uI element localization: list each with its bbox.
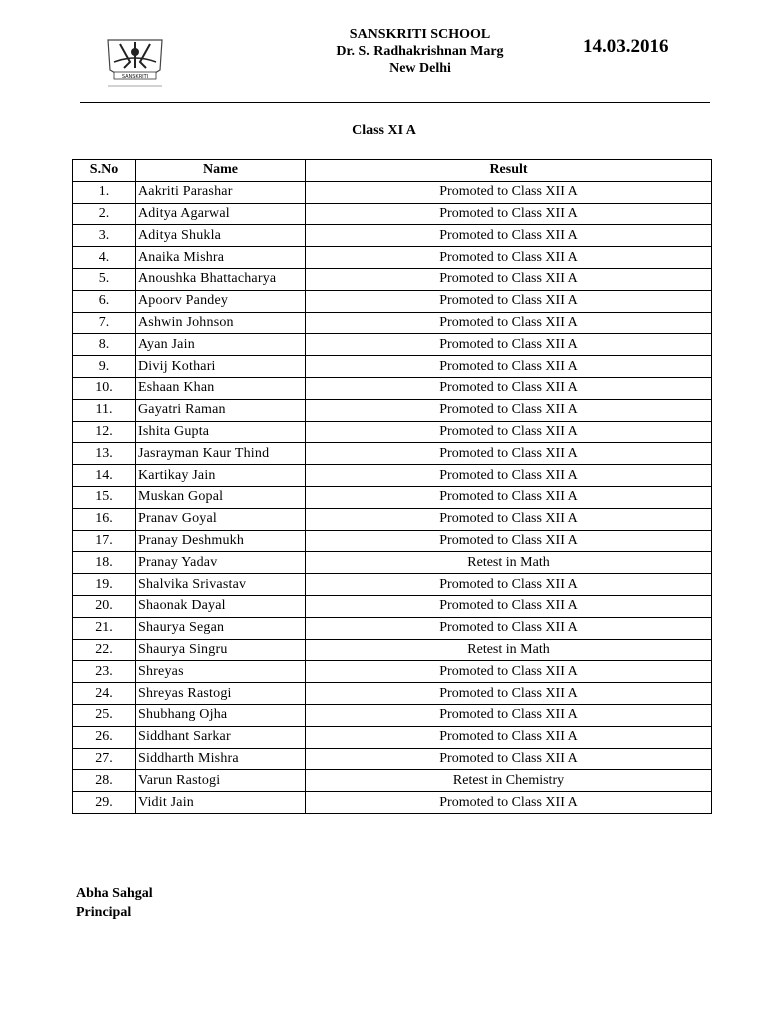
table-row xyxy=(73,443,712,465)
results-table xyxy=(72,159,712,814)
table-row xyxy=(73,290,712,312)
cell-sno: 7. xyxy=(73,312,136,334)
cell-result: Promoted to Class XII A xyxy=(306,661,712,683)
cell-result: Promoted to Class XII A xyxy=(306,748,712,770)
cell-sno: 22. xyxy=(73,639,136,661)
table-row xyxy=(73,312,712,334)
table-row xyxy=(73,399,712,421)
cell-result: Promoted to Class XII A xyxy=(306,683,712,705)
table-row xyxy=(73,595,712,617)
cell-sno: 27. xyxy=(73,748,136,770)
table-row xyxy=(73,356,712,378)
cell-name: Aditya Shukla xyxy=(136,225,306,247)
cell-result: Promoted to Class XII A xyxy=(306,421,712,443)
table-row xyxy=(73,268,712,290)
cell-name: Eshaan Khan xyxy=(136,377,306,399)
cell-result: Promoted to Class XII A xyxy=(306,312,712,334)
header-sno: S.No xyxy=(73,160,136,182)
cell-result: Promoted to Class XII A xyxy=(306,268,712,290)
cell-sno: 4. xyxy=(73,247,136,269)
cell-sno: 6. xyxy=(73,290,136,312)
cell-name: Siddhant Sarkar xyxy=(136,726,306,748)
table-row xyxy=(73,661,712,683)
cell-name: Shaurya Segan xyxy=(136,617,306,639)
cell-result: Promoted to Class XII A xyxy=(306,465,712,487)
cell-sno: 28. xyxy=(73,770,136,792)
cell-result: Promoted to Class XII A xyxy=(306,247,712,269)
cell-sno: 16. xyxy=(73,508,136,530)
table-row xyxy=(73,770,712,792)
cell-result: Promoted to Class XII A xyxy=(306,399,712,421)
cell-result: Retest in Math xyxy=(306,552,712,574)
table-row xyxy=(73,421,712,443)
cell-sno: 26. xyxy=(73,726,136,748)
cell-name: Vidit Jain xyxy=(136,792,306,814)
table-row xyxy=(73,334,712,356)
cell-result: Promoted to Class XII A xyxy=(306,486,712,508)
table-row xyxy=(73,225,712,247)
cell-name: Ayan Jain xyxy=(136,334,306,356)
table-row xyxy=(73,203,712,225)
cell-sno: 14. xyxy=(73,465,136,487)
cell-name: Apoorv Pandey xyxy=(136,290,306,312)
table-row xyxy=(73,465,712,487)
table-row xyxy=(73,704,712,726)
signature-block xyxy=(76,884,153,922)
document-date: 14.03.2016 xyxy=(583,36,669,57)
cell-result: Promoted to Class XII A xyxy=(306,443,712,465)
cell-sno: 8. xyxy=(73,334,136,356)
cell-name: Shalvika Srivastav xyxy=(136,574,306,596)
cell-sno: 18. xyxy=(73,552,136,574)
cell-name: Anaika Mishra xyxy=(136,247,306,269)
cell-sno: 25. xyxy=(73,704,136,726)
cell-sno: 10. xyxy=(73,377,136,399)
table-row xyxy=(73,377,712,399)
cell-name: Gayatri Raman xyxy=(136,399,306,421)
cell-sno: 13. xyxy=(73,443,136,465)
cell-name: Aditya Agarwal xyxy=(136,203,306,225)
cell-name: Shaurya Singru xyxy=(136,639,306,661)
cell-name: Jasrayman Kaur Thind xyxy=(136,443,306,465)
cell-sno: 1. xyxy=(73,181,136,203)
cell-sno: 11. xyxy=(73,399,136,421)
cell-result: Promoted to Class XII A xyxy=(306,290,712,312)
table-row xyxy=(73,683,712,705)
school-address: Dr. S. Radhakrishnan Marg xyxy=(336,44,504,59)
cell-result: Retest in Math xyxy=(306,639,712,661)
cell-result: Promoted to Class XII A xyxy=(306,334,712,356)
cell-name: Siddharth Mishra xyxy=(136,748,306,770)
cell-sno: 20. xyxy=(73,595,136,617)
table-row xyxy=(73,508,712,530)
cell-name: Aakriti Parashar xyxy=(136,181,306,203)
header-divider xyxy=(80,102,710,103)
cell-sno: 17. xyxy=(73,530,136,552)
class-title: Class XI A xyxy=(352,123,416,138)
school-logo xyxy=(100,32,170,92)
cell-name: Kartikay Jain xyxy=(136,465,306,487)
table-row xyxy=(73,792,712,814)
cell-name: Pranay Yadav xyxy=(136,552,306,574)
cell-result: Promoted to Class XII A xyxy=(306,225,712,247)
table-row xyxy=(73,181,712,203)
cell-result: Promoted to Class XII A xyxy=(306,203,712,225)
cell-sno: 21. xyxy=(73,617,136,639)
table-row xyxy=(73,639,712,661)
cell-result: Promoted to Class XII A xyxy=(306,726,712,748)
cell-result: Promoted to Class XII A xyxy=(306,792,712,814)
school-name: SANSKRITI SCHOOL xyxy=(349,27,491,42)
cell-sno: 29. xyxy=(73,792,136,814)
cell-name: Shreyas Rastogi xyxy=(136,683,306,705)
cell-result: Promoted to Class XII A xyxy=(306,574,712,596)
table-row xyxy=(73,574,712,596)
cell-name: Shubhang Ojha xyxy=(136,704,306,726)
cell-name: Pranav Goyal xyxy=(136,508,306,530)
cell-name: Shaonak Dayal xyxy=(136,595,306,617)
cell-result: Promoted to Class XII A xyxy=(306,356,712,378)
cell-name: Ishita Gupta xyxy=(136,421,306,443)
cell-result: Promoted to Class XII A xyxy=(306,530,712,552)
cell-sno: 9. xyxy=(73,356,136,378)
school-header xyxy=(300,26,540,77)
cell-name: Anoushka Bhattacharya xyxy=(136,268,306,290)
cell-sno: 15. xyxy=(73,486,136,508)
cell-sno: 2. xyxy=(73,203,136,225)
table-row xyxy=(73,748,712,770)
cell-sno: 12. xyxy=(73,421,136,443)
table-row xyxy=(73,247,712,269)
cell-name: Varun Rastogi xyxy=(136,770,306,792)
cell-result: Promoted to Class XII A xyxy=(306,181,712,203)
cell-name: Pranay Deshmukh xyxy=(136,530,306,552)
table-row xyxy=(73,552,712,574)
table-row xyxy=(73,617,712,639)
cell-sno: 3. xyxy=(73,225,136,247)
cell-result: Promoted to Class XII A xyxy=(306,377,712,399)
header-name: Name xyxy=(136,160,306,182)
school-city: New Delhi xyxy=(389,61,451,76)
cell-sno: 24. xyxy=(73,683,136,705)
cell-result: Promoted to Class XII A xyxy=(306,595,712,617)
principal-name: Abha Sahgal xyxy=(76,886,153,901)
table-row xyxy=(73,486,712,508)
cell-result: Retest in Chemistry xyxy=(306,770,712,792)
cell-result: Promoted to Class XII A xyxy=(306,704,712,726)
cell-name: Ashwin Johnson xyxy=(136,312,306,334)
logo-text: SANSKRITI xyxy=(121,74,149,80)
cell-name: Divij Kothari xyxy=(136,356,306,378)
principal-title: Principal xyxy=(76,905,132,920)
cell-result: Promoted to Class XII A xyxy=(306,508,712,530)
cell-sno: 19. xyxy=(73,574,136,596)
cell-result: Promoted to Class XII A xyxy=(306,617,712,639)
cell-name: Muskan Gopal xyxy=(136,486,306,508)
table-row xyxy=(73,530,712,552)
table-header-row xyxy=(73,160,712,182)
header-result: Result xyxy=(306,160,712,182)
cell-sno: 5. xyxy=(73,268,136,290)
cell-name: Shreyas xyxy=(136,661,306,683)
table-row xyxy=(73,726,712,748)
cell-sno: 23. xyxy=(73,661,136,683)
